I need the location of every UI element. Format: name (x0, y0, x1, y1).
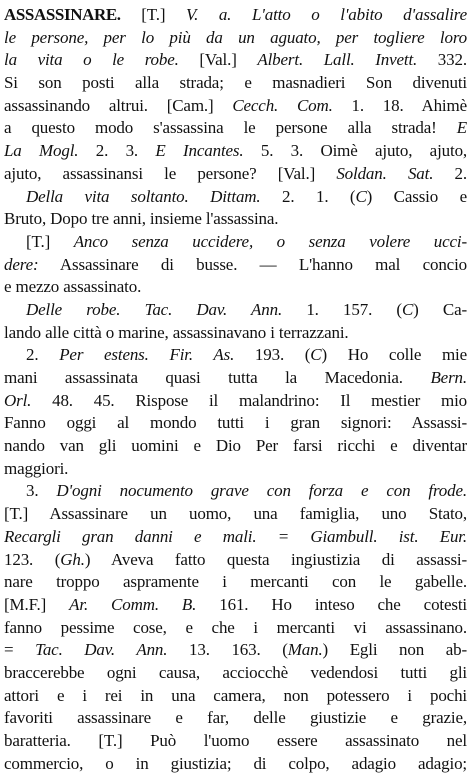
text-segment: Delle robe. Tac. Dav. Ann. (26, 299, 283, 319)
text-segment: Orl. (4, 390, 32, 410)
text-line (4, 208, 467, 231)
text-line (4, 163, 467, 186)
text-segment: Per estens. Fir. As. (59, 345, 235, 365)
text-line (4, 27, 467, 50)
text-segment: lando alle città o marine, assassinavano i terrazzani. (4, 322, 349, 342)
text-segment: la vita o le robe. (4, 50, 179, 70)
text-line (4, 594, 467, 617)
text-line (4, 639, 467, 662)
headword: ASSASSINARE. (4, 5, 121, 24)
text-line (4, 480, 467, 503)
text-segment: 2. (26, 345, 60, 365)
text-line (4, 95, 467, 118)
text-segment: baratteria. [T.] Può l'uomo essere assassinato nel (4, 731, 467, 750)
text-segment: Assassinare di busse. — L'hanno mal concio (38, 254, 467, 274)
text-segment: Tac. Dav. Ann. (35, 640, 168, 660)
text-segment: E Incantes. (155, 141, 244, 161)
text-segment: favoriti assassinare e far, delle giustizie e grazie, (4, 708, 467, 728)
text-segment: 332. (417, 50, 467, 70)
text-segment: 123. ( (4, 549, 61, 569)
text-segment: dere: (4, 254, 39, 274)
text-line (4, 117, 467, 140)
text-segment: [T.] Assassinare un uomo, una famiglia, uno Stato, (4, 504, 467, 524)
text-line (4, 526, 467, 549)
text-line (4, 186, 467, 209)
text-segment: V. a. L'atto o l'abito d'assalire (186, 5, 467, 24)
text-segment: le persone, per lo più da un aguato, per togliere loro (4, 27, 467, 47)
text-segment: D'ogni nocumento grave con forza e con frode. (56, 481, 467, 501)
text-line (4, 299, 467, 322)
text-line (4, 549, 467, 572)
text-line (4, 254, 467, 277)
text-segment: Della vita soltanto. Dittam. (26, 186, 261, 206)
text-line (4, 617, 467, 640)
text-segment: Ar. Comm. B. (69, 594, 197, 614)
text-segment: [Val.] (178, 50, 258, 70)
text-segment: [T.] (26, 231, 74, 251)
text-line (4, 685, 467, 708)
text-line (4, 458, 467, 481)
text-segment: ) Egli non ab- (322, 640, 467, 660)
text-line (4, 49, 467, 72)
text-segment: E (456, 118, 467, 138)
text-line (4, 390, 467, 413)
text-segment: 161. Ho inteso che cotesti (196, 594, 467, 614)
text-segment: Recargli gran danni e mali. = Giambull. ist. Eur. (4, 526, 467, 546)
text-segment: [M.F.] (4, 594, 70, 614)
text-segment: Gh. (60, 549, 85, 569)
text-segment: 2. 3. (78, 141, 156, 161)
text-line (4, 4, 467, 27)
text-line (4, 322, 467, 345)
text-segment: Si son posti alla strada; e masnadieri Son divenuti (4, 73, 467, 93)
text-segment: La Mogl. (4, 141, 79, 161)
text-segment: Anco senza uccidere, o senza volere ucci- (73, 231, 467, 251)
text-line (4, 367, 467, 390)
text-segment: e mezzo assassinato. (4, 277, 142, 297)
text-line (4, 344, 467, 367)
text-line (4, 412, 467, 435)
text-segment: Albert. Lall. Invett. (257, 50, 418, 70)
text-segment: C (310, 345, 322, 365)
text-segment: fanno pessime cose, e che i mercanti vi assassinano. (4, 617, 467, 637)
text-segment: Cecch. Com. (232, 95, 333, 115)
text-segment: ) Ca- (413, 299, 467, 319)
text-segment: 48. 45. Rispose il malandrino: Il mestier mio (31, 390, 467, 410)
text-segment: nare troppo aspramente i mercanti con le gabelle. (4, 572, 467, 592)
text-line (4, 662, 467, 685)
text-line (4, 503, 467, 526)
text-segment: Bern. (430, 368, 467, 387)
text-segment: attori e i rei in una camera, non potessero i pochi (4, 685, 467, 705)
text-segment: nando van gli uomini e Dio Per farsi ricchi e diventar (4, 436, 467, 456)
text-segment: Bruto, Dopo tre anni, insieme l'assassina. (4, 209, 279, 229)
text-segment: 2. 1. ( (260, 186, 356, 206)
text-line (4, 435, 467, 458)
text-segment: braccerebbe ogni causa, acciocchè vedendosi tutti gli (4, 662, 467, 682)
text-segment: ) Ho colle mie (321, 345, 467, 365)
text-segment: C (401, 299, 414, 319)
text-line (4, 753, 467, 775)
text-line (4, 707, 467, 730)
text-line (4, 140, 467, 163)
text-segment: C (355, 186, 367, 206)
text-segment: 1. 18. Ahimè (332, 95, 467, 115)
text-segment: commercio, o in giustizia; di colpo, adagio adagio; (4, 753, 467, 773)
text-segment: 3. (26, 481, 57, 501)
text-segment: 5. 3. Oimè ajuto, ajuto, (243, 141, 467, 161)
text-segment: ajuto, assassinansi le persone? [Val.] (4, 163, 337, 183)
text-line (4, 231, 467, 254)
text-segment: 2. (433, 163, 467, 183)
text-segment: 13. 163. ( (167, 640, 288, 660)
text-segment: [T.] (120, 5, 187, 24)
text-segment: ) Aveva fatto questa ingiustizia di assassi- (84, 549, 467, 569)
text-segment: assassinando altrui. [Cam.] (4, 95, 233, 115)
text-segment: maggiori. (4, 458, 69, 478)
text-line (4, 730, 467, 753)
text-segment: ) Cassio e (366, 186, 467, 206)
text-line (4, 72, 467, 95)
text-segment: mani assassinata quasi tutta la Macedonia. (4, 368, 431, 387)
text-segment: a questo modo s'assassina le persone alla strada! (4, 118, 457, 138)
text-segment: Fanno oggi al mondo tutti i gran signori: Assassi- (4, 413, 467, 433)
text-segment: Man. (287, 640, 323, 660)
text-segment: 193. ( (234, 345, 311, 365)
text-segment: Soldan. Sat. (336, 163, 434, 183)
text-line (4, 571, 467, 594)
dictionary-entry (4, 4, 467, 775)
text-segment: = (4, 640, 36, 660)
text-line (4, 276, 467, 299)
text-segment: 1. 157. ( (282, 299, 402, 319)
